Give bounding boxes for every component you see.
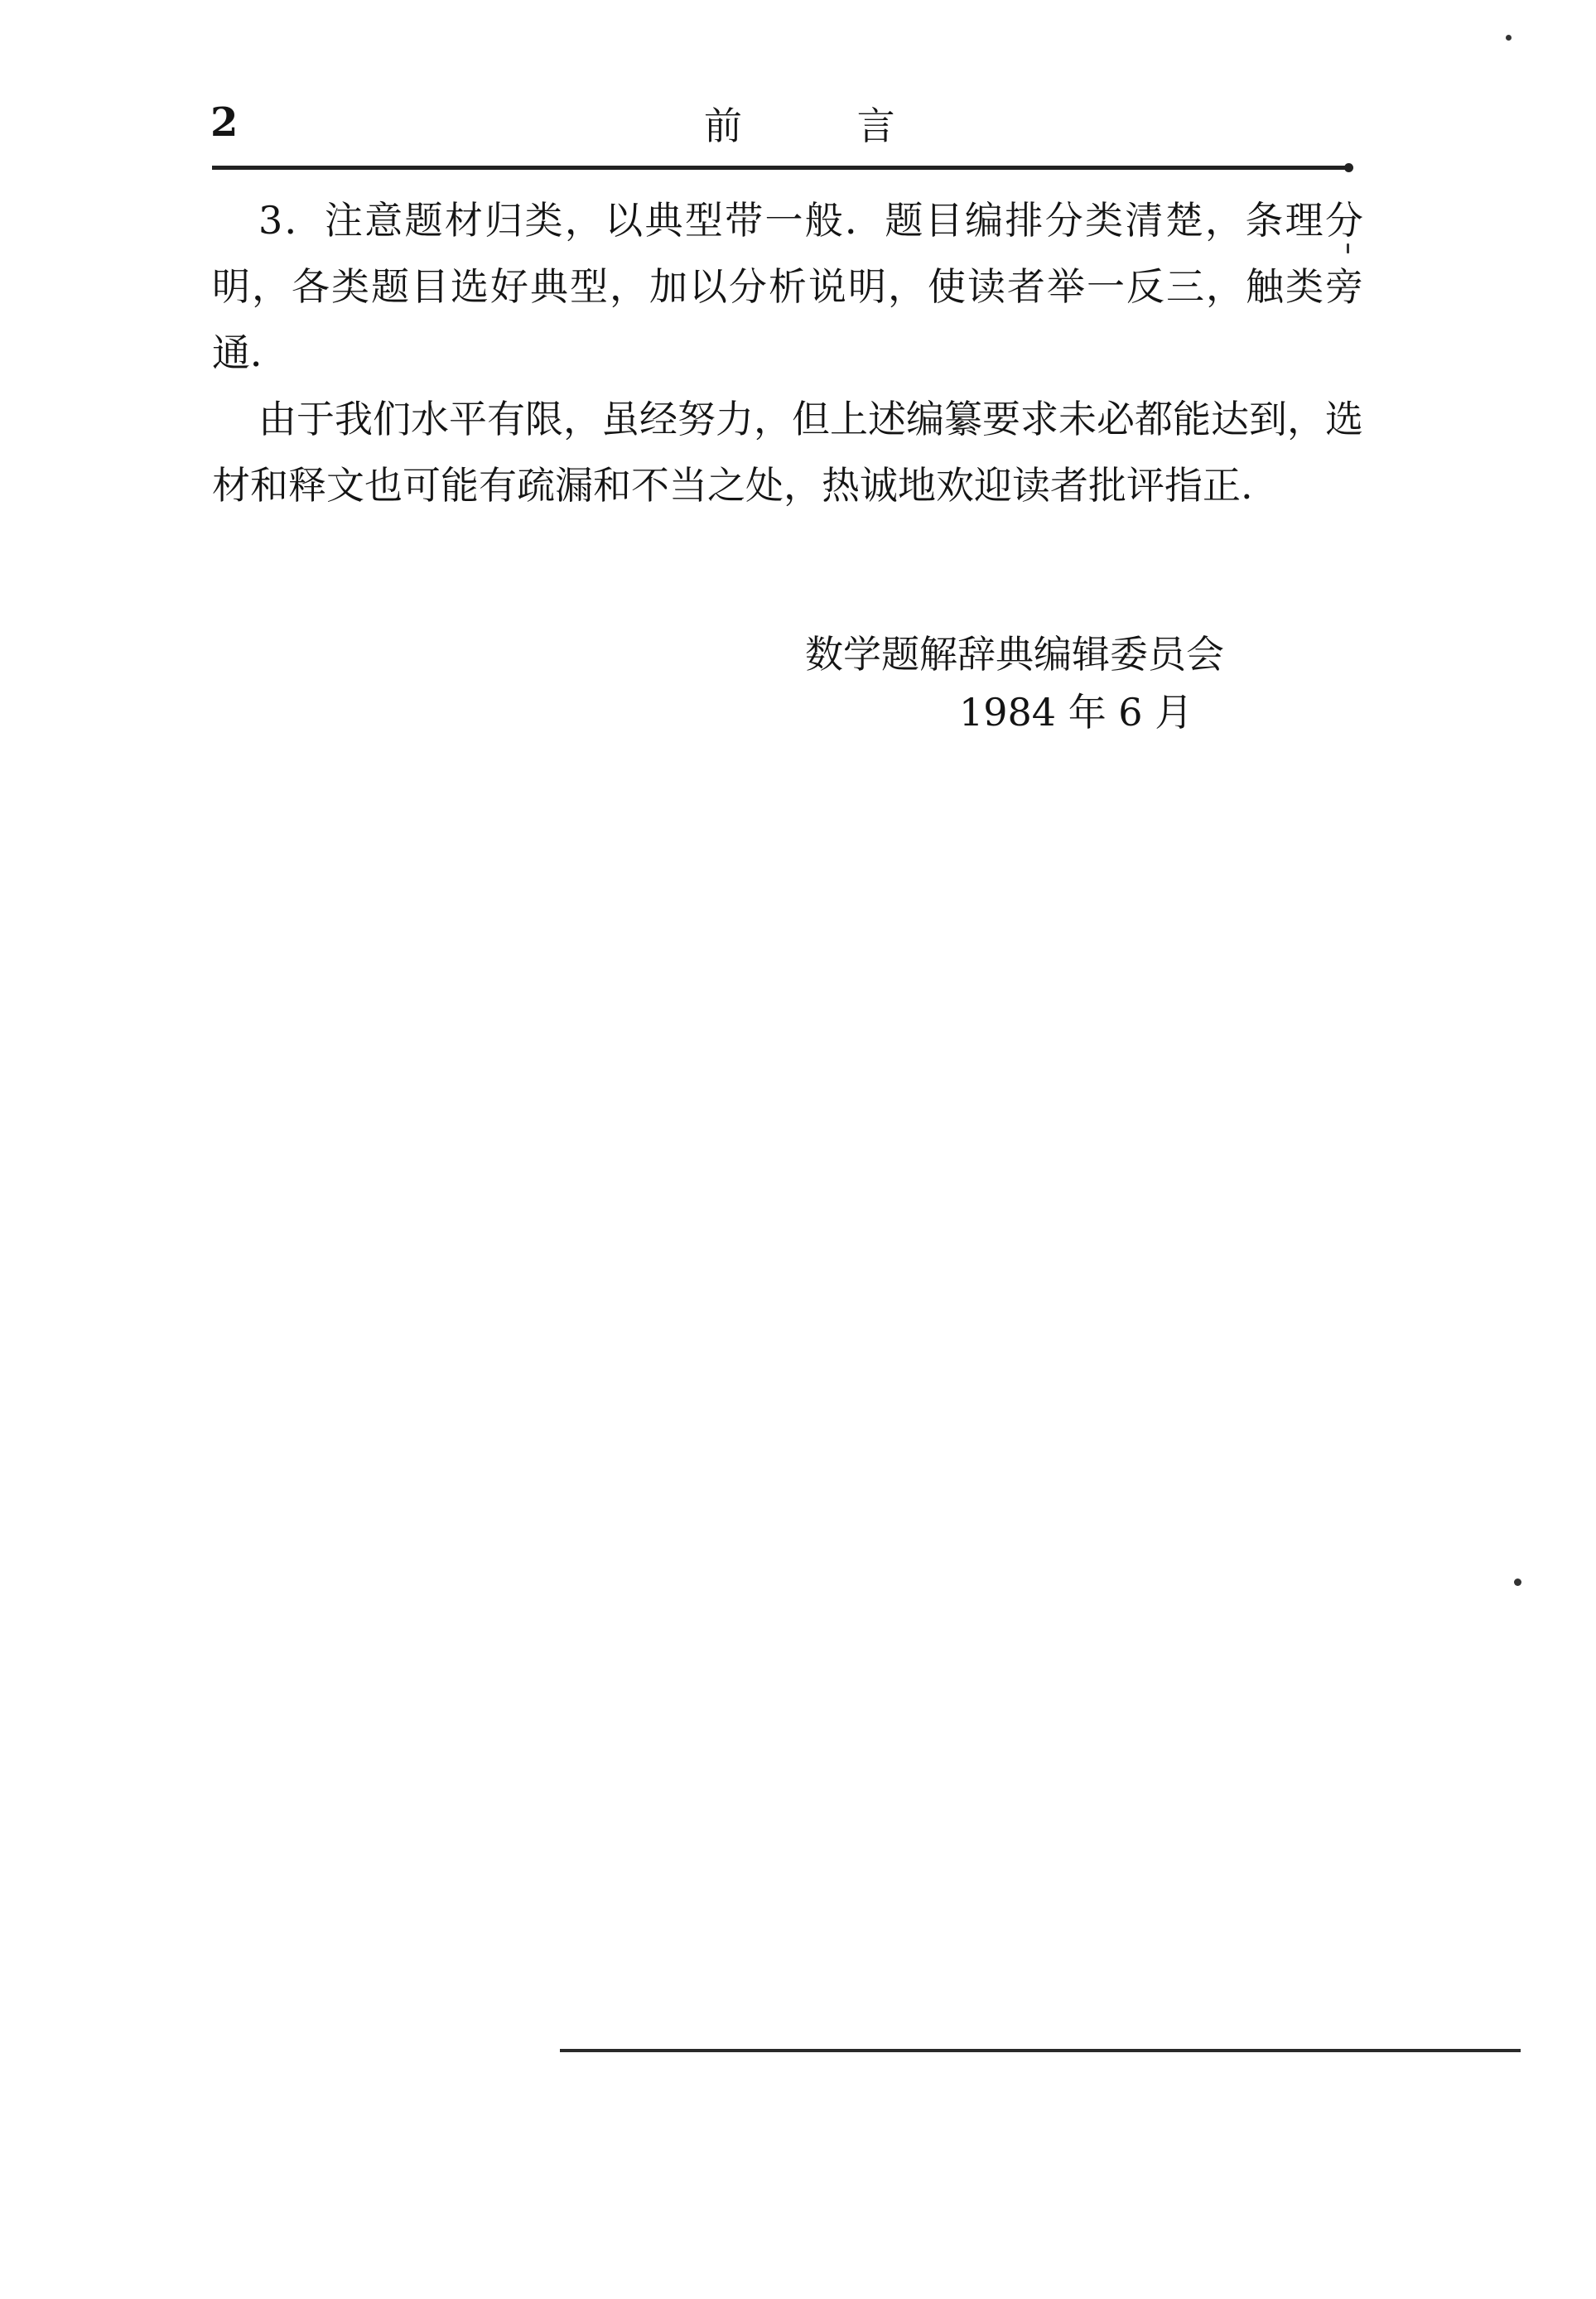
signature-date: 1984 年 6 月 (959, 690, 1193, 735)
page-number: 2 (210, 99, 239, 146)
running-head-title: 前 言 (704, 104, 947, 148)
print-speck (1347, 243, 1349, 253)
preface-body (212, 187, 1363, 518)
footer-rule (560, 2049, 1521, 2052)
signature-organization: 数学题解辞典编辑委员会 (805, 632, 1224, 677)
header-rule (212, 166, 1347, 170)
paragraph-closing: 由于我们水平有限，虽经努力，但上述编纂要求未必都能达到，选材和释文也可能有疏漏和不当之处，热诚地欢迎读者批评指正. (212, 397, 1363, 508)
paragraph-item-3: 3．注意题材归类，以典型带一般．题目编排分类清楚，条理分明，各类题目选好典型，加以分析说明，使读者举一反三，触类旁通． (212, 198, 1363, 375)
print-speck (1506, 35, 1512, 41)
print-speck (1514, 1578, 1521, 1586)
